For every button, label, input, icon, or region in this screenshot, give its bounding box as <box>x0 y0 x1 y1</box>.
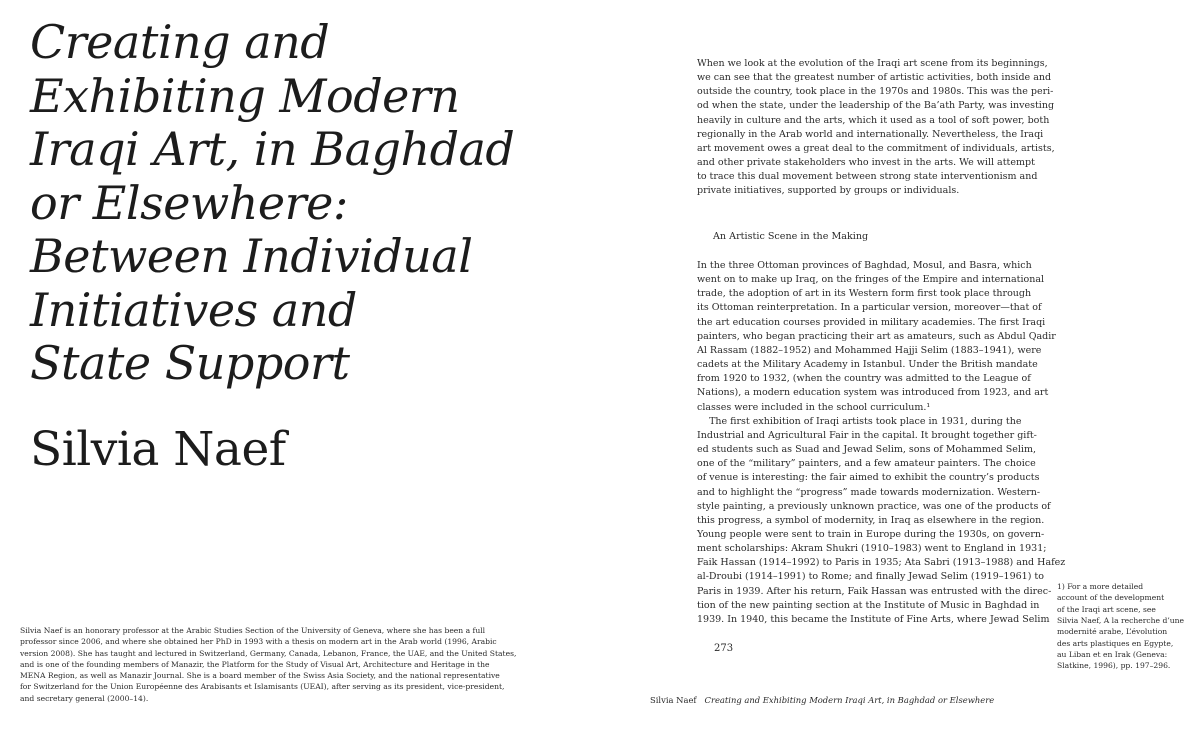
text-line: In the three Ottoman provinces of Baghdad, Mosul, and Basra, which <box>697 260 1032 271</box>
bio-line: professor since 2006, and where she obtained her PhD in 1993 with a thesis on modern art in the Arab world (1996, Arabic <box>20 637 497 647</box>
main-text <box>697 259 1066 627</box>
bio-line: version 2008). She has taught and lectured in Switzerland, Germany, Canada, Lebanon, France, the UAE, and the United States, <box>20 648 517 658</box>
text-line: to trace this dual movement between strong state interventionism and <box>697 171 1038 183</box>
text-line: The first exhibition of Iraqi artists took place in 1931, during the <box>697 415 1022 427</box>
text-line: its Ottoman reinterpretation. In a particular version, moreover—that of <box>697 302 1042 314</box>
text-line: the art education courses provided in military academies. The first Iraqi <box>697 316 1046 328</box>
text-line: Paris in 1939. After his return, Faik Hassan was entrusted with the direc- <box>697 585 1052 597</box>
title-line: State Support <box>30 336 350 390</box>
text-line: painters, who began practicing their art as amateurs, such as Abdul Qadir <box>697 330 1056 342</box>
text-line: regionally in the Arab world and internationally. Nevertheless, the Iraqi <box>697 128 1044 140</box>
bio-line: and is one of the founding members of Manazir, the Platform for the Study of Visual Art, Architecture and Heritage in the <box>20 659 490 669</box>
text-line: Nations), a modern education system was introduced from 1923, and art <box>697 387 1049 399</box>
text-line: we can see that the greatest number of artistic activities, both inside and <box>697 72 1052 84</box>
bio-line: for Switzerland for the Union Européenne des Arabisants et Islamisants (UEAI), after serving as its president, vice-president, <box>20 682 505 692</box>
title-line: Exhibiting Modern <box>30 68 460 123</box>
text-line: from 1920 to 1932, (when the country was admitted to the League of <box>697 373 1031 385</box>
title-line: or Elsewhere: <box>30 175 348 230</box>
title-line: Between Individual <box>30 229 473 283</box>
title-line: Iraqi Art, in Baghdad <box>30 122 515 176</box>
footnote-line: Silvia Naef, A la recherche d’une <box>1057 616 1185 626</box>
text-line: style painting, a previously unknown practice, was one of the products of <box>697 500 1051 512</box>
text-line: tion of the new painting section at the Institute of Music in Baghdad in <box>697 599 1040 611</box>
article-title <box>30 16 590 391</box>
text-line: ment scholarships: Akram Shukri (1910–1983) went to England in 1931; <box>697 543 1047 555</box>
text-line: of venue is interesting: the fair aimed to exhibit the country’s products <box>697 472 1040 484</box>
text-line: and to highlight the “progress” made towards modernization. Western- <box>697 486 1041 498</box>
text-line: and other private stakeholders who invest in the arts. We will attempt <box>697 157 1035 169</box>
author-name: Silvia Naef <box>30 422 286 477</box>
text-line: heavily in culture and the arts, which it used as a tool of soft power, both <box>697 114 1050 126</box>
page-number: 273 <box>714 643 734 654</box>
text-line: one of the “military” painters, and a few amateur painters. The choice <box>697 458 1036 470</box>
text-line: private initiatives, supported by groups or individuals. <box>697 185 960 197</box>
text-line: art movement owes a great deal to the commitment of individuals, artists, <box>697 142 1055 154</box>
footnote-line: au Liban et en Irak (Geneva: <box>1057 650 1168 660</box>
text-line: went on to make up Iraq, on the fringes of the Empire and international <box>697 274 1045 286</box>
text-line: Industrial and Agricultural Fair in the capital. It brought together gift- <box>697 429 1037 441</box>
text-line: Al Rassam (1882–1952) and Mohammed Hajji Selim (1883–1941), were <box>697 344 1042 356</box>
text-line: od when the state, under the leadership of the Ba’ath Party, was investing <box>697 100 1055 112</box>
author-bio <box>20 625 517 704</box>
footnote-line: Slatkine, 1996), pp. 197–296. <box>1057 661 1171 671</box>
text-line: 1939. In 1940, this became the Institute of Fine Arts, where Jewad Selim <box>697 613 1050 625</box>
running-head-author: Silvia Naef <box>650 695 697 705</box>
right-page <box>600 0 1200 735</box>
title-line: Creating and <box>30 15 330 69</box>
text-line: Faik Hassan (1914–1992) to Paris in 1935; Ata Sabri (1913–1988) and Hafez <box>697 557 1066 569</box>
text-line: ed students such as Suad and Jewad Selim, sons of Mohammed Selim, <box>697 444 1037 456</box>
footnote <box>1057 581 1197 672</box>
footnote-line: modernité arabe, L’évolution <box>1057 627 1168 637</box>
text-line: cadets at the Military Academy in Istanbul. Under the British mandate <box>697 359 1038 371</box>
intro-paragraph <box>697 57 1055 199</box>
bio-line: and secretary general (2000–14). <box>20 693 149 703</box>
footnote-line: 1) For a more detailed <box>1057 582 1144 591</box>
text-line: When we look at the evolution of the Iraqi art scene from its beginnings, <box>697 58 1048 69</box>
running-head-title: Creating and Exhibiting Modern Iraqi Art, in Baghdad or Elsewhere <box>704 695 995 705</box>
text-line: trade, the adoption of art in its Western form first took place through <box>697 288 1032 300</box>
text-line: Young people were sent to train in Europe during the 1930s, on govern- <box>697 528 1045 540</box>
text-line: classes were included in the school curriculum.¹ <box>697 401 931 413</box>
text-line: this progress, a symbol of modernity, in Iraq as elsewhere in the region. <box>697 514 1045 526</box>
section-heading: An Artistic Scene in the Making <box>713 231 869 242</box>
bio-line: MENA Region, as well as Manazir Journal. She is a board member of the Swiss Asia Society, and the national representative <box>20 671 500 681</box>
text-line: outside the country, took place in the 1970s and 1980s. This was the peri- <box>697 86 1054 98</box>
running-head <box>650 695 994 705</box>
footnote-line: of the Iraqi art scene, see <box>1057 604 1156 614</box>
text-line: al-Droubi (1914–1991) to Rome; and finally Jewad Selim (1919–1961) to <box>697 571 1044 583</box>
title-line: Initiatives and <box>30 282 357 337</box>
footnote-line: account of the development <box>1057 593 1165 603</box>
footnote-line: des arts plastiques en Egypte, <box>1057 638 1174 648</box>
bio-line: Silvia Naef is an honorary professor at the Arabic Studies Section of the University of Geneva, where she has been a full <box>20 626 486 635</box>
